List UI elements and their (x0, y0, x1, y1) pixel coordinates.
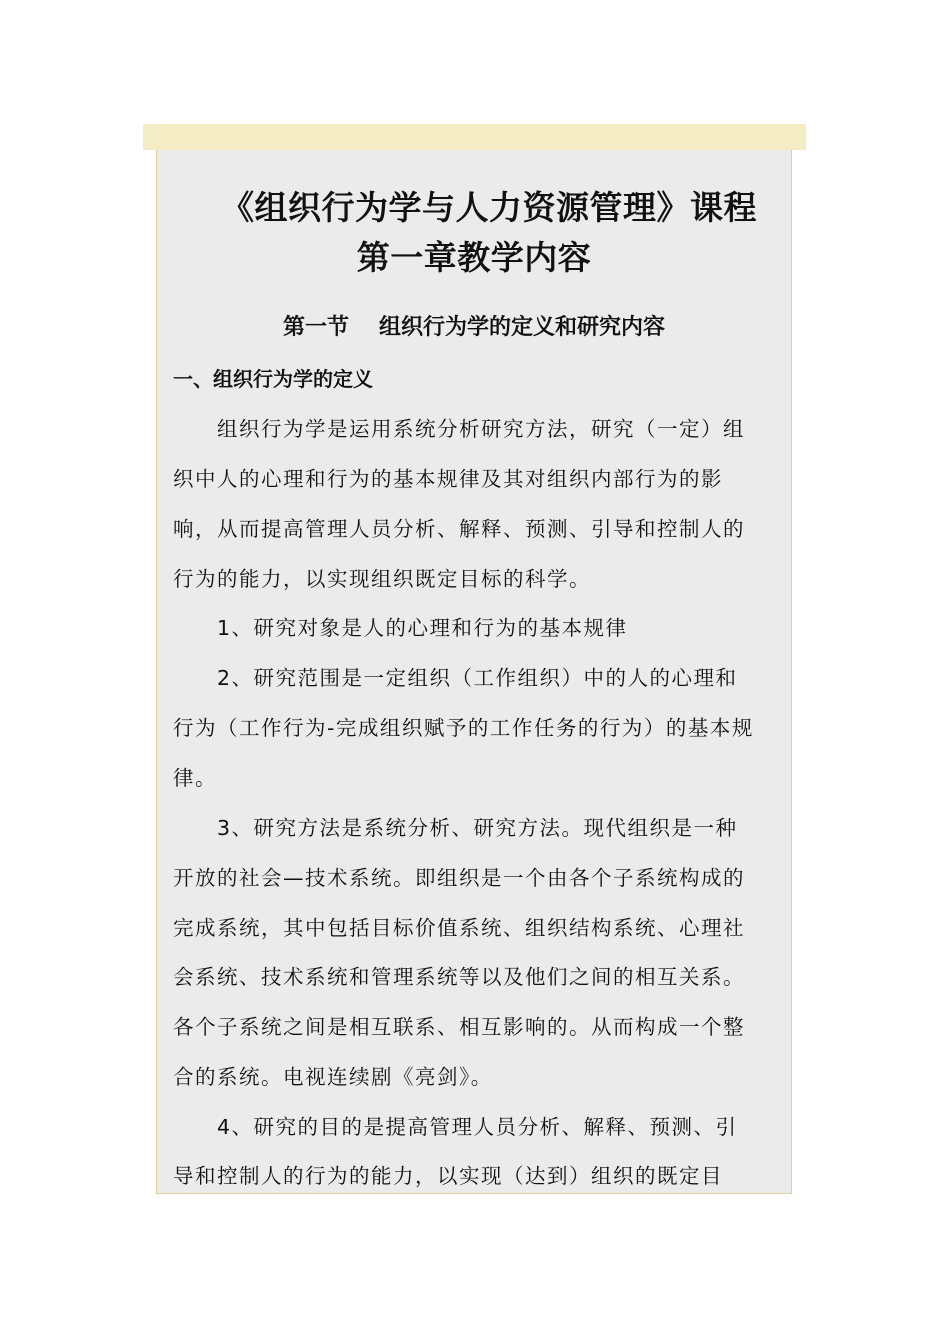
document-title: 《组织行为学与人力资源管理》课程 (221, 188, 757, 227)
paragraph-line: 会系统、技术系统和管理系统等以及他们之间的相互关系。 (173, 965, 745, 989)
paragraph-line: 开放的社会—技术系统。即组织是一个由各个子系统构成的 (173, 866, 745, 890)
header-band (143, 124, 806, 150)
paragraph-line: 4、研究的目的是提高管理人员分析、解释、预测、引 (217, 1115, 738, 1139)
paragraph-line: 律。 (173, 766, 217, 790)
document-subtitle: 第一章教学内容 (356, 238, 592, 277)
paragraph-line: 织中人的心理和行为的基本规律及其对组织内部行为的影 (173, 467, 723, 491)
document-page (156, 150, 792, 1194)
paragraph-line: 组织行为学是运用系统分析研究方法，研究（一定）组 (217, 417, 745, 441)
paragraph-line: 各个子系统之间是相互联系、相互影响的。从而构成一个整 (173, 1015, 745, 1039)
paragraph-line: 完成系统，其中包括目标价值系统、组织结构系统、心理社 (173, 916, 745, 940)
section-number: 第一节 (282, 315, 349, 340)
section-heading (157, 310, 791, 341)
paragraph-line: 行为（工作行为-完成组织赋予的工作任务的行为）的基本规 (173, 716, 754, 740)
paragraph-line: 1、研究对象是人的心理和行为的基本规律 (217, 616, 628, 640)
paragraph-line: 合的系统。电视连续剧《亮剑》。 (173, 1065, 493, 1089)
paragraph-line: 2、研究范围是一定组织（工作组织）中的人的心理和 (217, 666, 738, 690)
paragraph-line: 响，从而提高管理人员分析、解释、预测、引导和控制人的 (173, 517, 745, 541)
subheading: 一、组织行为学的定义 (173, 367, 373, 391)
paragraph-line: 行为的能力，以实现组织既定目标的科学。 (173, 567, 591, 591)
paragraph-line: 3、研究方法是系统分析、研究方法。现代组织是一种 (217, 816, 738, 840)
paragraph-line: 导和控制人的行为的能力，以实现（达到）组织的既定目 (173, 1164, 723, 1188)
section-name: 组织行为学的定义和研究内容 (379, 315, 666, 340)
